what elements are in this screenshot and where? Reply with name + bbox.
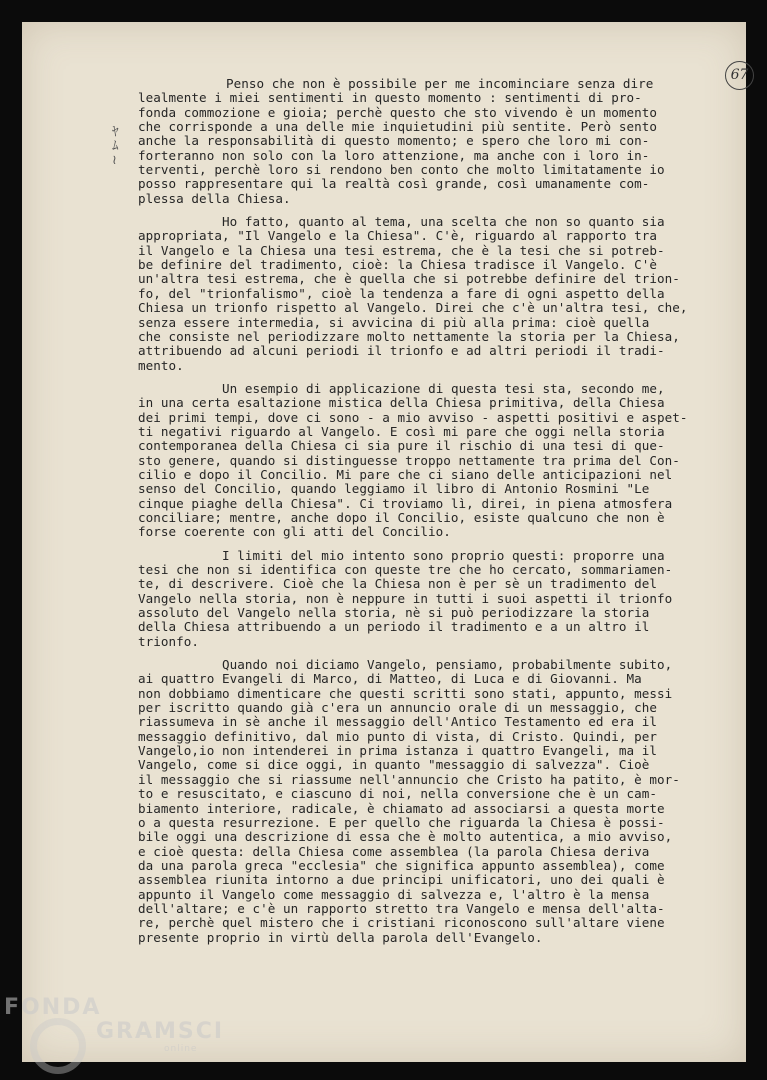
text-line: ai quattro Evangeli di Marco, di Matteo, di Luca e di Giovanni. Ma (138, 671, 642, 687)
text-line: Ho fatto, quanto al tema, una scelta che non so quanto sia (222, 214, 665, 230)
text-line: Vangelo, come si dice oggi, in quanto "messaggio di salvezza". Cioè (138, 757, 650, 773)
text-line: contemporanea della Chiesa ci sia pure il rischio di una tesi di que- (138, 438, 665, 454)
text-line: assemblea riunita intorno a due principi unificatori, uno dei quali è (138, 872, 665, 888)
watermark-line1: FONDA (4, 995, 102, 1020)
paragraph (138, 658, 758, 945)
text-line: ti negativi riguardo al Vangelo. E così mi pare che oggi nella storia (138, 423, 665, 439)
text-line: Penso che non è possibile per me incominciare senza dire (226, 76, 654, 91)
text-line: forteranno non solo con la loro attenzione, ma anche con i loro in- (138, 147, 650, 163)
margin-annotation: ﾔ ﾑ ≀ (112, 125, 119, 168)
text-line: messaggio definitivo, dal mio punto di vista, di Cristo. Quindi, per (138, 728, 657, 744)
text-line: non dobbiamo dimenticare che questi scritti sono stati, appunto, messi (138, 685, 673, 701)
text-line: biamento interiore, radicale, è chiamato ad associarsi a questa morte (138, 800, 665, 816)
text-line: attribuendo ad alcuni periodi il trionfo e ad altri periodi il tradi- (138, 343, 665, 359)
text-line: riassumeva in sè anche il messaggio dell'Antico Testamento ed era il (138, 714, 657, 730)
text-line: da una parola greca "ecclesia" che significa appunto assemblea), come (138, 857, 665, 873)
text-line: be definire del tradimento, cioè: la Chiesa tradisce il Vangelo. C'è (138, 257, 657, 273)
text-line: un'altra tesi estrema, che è quella che si potrebbe definire del trion- (138, 271, 680, 287)
watermark-line2: GRAMSCI (96, 1019, 225, 1044)
text-line: trionfo. (138, 633, 200, 649)
text-line: te, di descrivere. Cioè che la Chiesa non è per sè un tradimento del (138, 576, 657, 592)
text-line: re, perchè quel mistero che i cristiani riconoscono sull'altare viene (138, 915, 665, 931)
text-line: Quando noi diciamo Vangelo, pensiamo, probabilmente subito, (222, 657, 673, 673)
text-line: senso del Concilio, quando leggiamo il libro di Antonio Rosmini "Le (138, 481, 650, 497)
text-line: Vangelo nella storia, non è neppure in tutti i suoi aspetti il trionfo (138, 590, 673, 606)
text-line: che corrisponde a una delle mie inquietudini più sentite. Però sento (138, 119, 657, 135)
text-line: il Vangelo e la Chiesa una tesi estrema, che è la tesi che si potreb- (138, 242, 665, 258)
text-line: bile oggi una descrizione di essa che è molto autentica, a mio avviso, (138, 829, 673, 845)
typewritten-page (22, 22, 749, 1062)
text-line: fonda commozione e gioia; perchè questo che sto vivendo è un momento (138, 104, 657, 120)
text-line: cilio e dopo il Concilio. Mi pare che ci siano delle anticipazioni nel (138, 466, 673, 482)
text-line: terventi, perchè loro si rendono ben conto che molto limitatamente io (138, 162, 665, 178)
watermark-sub: online (164, 1044, 198, 1054)
text-line: Un esempio di applicazione di questa tesi sta, secondo me, (222, 380, 665, 396)
text-line: anche la responsabilità di questo momento; e spero che loro mi con- (138, 133, 650, 149)
text-line: sto genere, quando si distinguesse troppo nettamente tra prima del Con- (138, 452, 680, 468)
paragraph (138, 382, 758, 540)
text-line: forse coerente con gli atti del Concilio. (138, 524, 451, 540)
text-line: fo, del "trionfalismo", cioè la tendenza a fare di ogni aspetto della (138, 285, 665, 301)
text-line: lealmente i miei sentimenti in questo momento : sentimenti di pro- (138, 90, 642, 106)
watermark (4, 996, 224, 1054)
text-line: senza essere intermedia, si avvicina di più alla prima: cioè quella (138, 314, 650, 330)
text-line: in una certa esaltazione mistica della Chiesa primitiva, della Chiesa (138, 395, 665, 411)
text-line: tesi che non si identifica con queste tre che ho cercato, sommariamen- (138, 562, 673, 577)
paragraph (138, 215, 758, 373)
text-line: I limiti del mio intento sono proprio questi: proporre una (222, 547, 665, 563)
text-line: conciliare; mentre, anche dopo il Concilio, esiste qualcuno che non è (138, 509, 665, 525)
text-line: cinque piaghe della Chiesa". Ci troviamo lì, direi, in piena atmosfera (138, 495, 673, 511)
text-line: della Chiesa attribuendo a un periodo il tradimento e a un altro il (138, 619, 650, 635)
paragraph (138, 77, 758, 206)
text-line: appropriata, "Il Vangelo e la Chiesa". C'è, riguardo al rapporto tra (138, 228, 657, 244)
text-line: il messaggio che si riassume nell'annuncio che Cristo ha patito, è mor- (138, 771, 680, 787)
text-line: assoluto del Vangelo nella storia, nè si può periodizzare la storia (138, 605, 650, 621)
text-line: che consiste nel periodizzare molto nettamente la storia per la Chiesa, (138, 328, 680, 344)
text-line: mento. (138, 357, 184, 373)
text-line: Vangelo,io non intenderei in prima istanza i quattro Evangeli, ma il (138, 743, 657, 759)
text-line: appunto il Vangelo come messaggio di salvezza e, l'altro è la mensa (138, 886, 650, 902)
text-line: per iscritto quando già c'era un annuncio orale di un messaggio, che (138, 700, 657, 716)
text-line: plessa della Chiesa. (138, 190, 291, 206)
text-line: to e resuscitato, e ciascuno di noi, nella conversione che è un cam- (138, 786, 657, 802)
text-line: presente proprio in virtù della parola dell'Evangelo. (138, 929, 543, 945)
text-line: dell'altare; e c'è un rapporto stretto tra Vangelo e mensa dell'alta- (138, 900, 665, 916)
text-line: posso rappresentare qui la realtà così grande, così umanamente com- (138, 176, 650, 192)
paragraph (138, 549, 758, 649)
text-line: e cioè questa: della Chiesa come assemblea (la parola Chiesa deriva (138, 843, 650, 859)
text-line: Chiesa un trionfo rispetto al Vangelo. Direi che c'è un'altra tesi, che, (138, 300, 688, 316)
text-line: dei primi tempi, dove ci sono - a mio avviso - aspetti positivi e aspet- (138, 409, 688, 425)
document-body (138, 77, 758, 954)
page-number: 67 (725, 61, 754, 90)
text-line: o a questa resurrezione. E per quello che riguarda la Chiesa è possi- (138, 814, 665, 830)
